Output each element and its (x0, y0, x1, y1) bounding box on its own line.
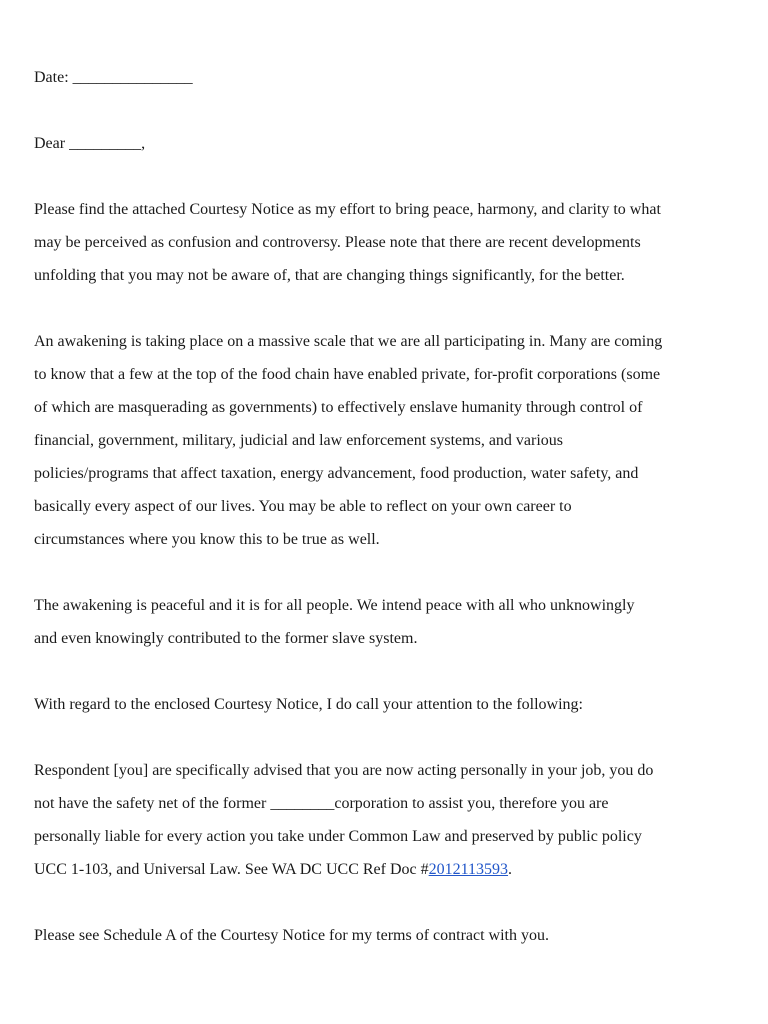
paragraph-line: unfolding that you may not be aware of, that are changing things significantly, for the better. (34, 267, 625, 284)
paragraph-peaceful (34, 589, 754, 655)
paragraph-line: financial, government, military, judicial and law enforcement systems, and various (34, 432, 564, 449)
greeting (34, 127, 754, 160)
ucc-doc-link[interactable]: 2012113593 (428, 861, 509, 878)
paragraph-line: Please find the attached Courtesy Notice as my effort to bring peace, harmony, and clarity to what (34, 201, 661, 218)
paragraph-courtesy-notice-intro (34, 193, 754, 292)
paragraph-line: Please see Schedule A of the Courtesy Notice for my terms of contract with you. (34, 927, 549, 944)
paragraph-line: policies/programs that affect taxation, energy advancement, food production, water safety, and (34, 465, 639, 482)
paragraph-line: Respondent [you] are specifically advised that you are now acting personally in your job, you do (34, 762, 654, 779)
ucc-reference-period: . (508, 861, 513, 878)
date-line (34, 61, 754, 94)
paragraph-line: may be perceived as confusion and controversy. Please note that there are recent developments (34, 234, 641, 251)
date-line-text: Date: _______________ (34, 69, 193, 86)
paragraph-line: An awakening is taking place on a massive scale that we are all participating in. Many are coming (34, 333, 663, 350)
paragraph-line: not have the safety net of the former ________corporation to assist you, therefore you are (34, 795, 609, 812)
paragraph-line: With regard to the enclosed Courtesy Notice, I do call your attention to the following: (34, 696, 583, 713)
paragraph-line: of which are masquerading as governments) to effectively enslave humanity through control of (34, 399, 643, 416)
paragraph-line: and even knowingly contributed to the former slave system. (34, 630, 418, 647)
paragraph-line: basically every aspect of our lives. You may be able to reflect on your own career to (34, 498, 572, 515)
ucc-reference-text: UCC 1-103, and Universal Law. See WA DC UCC Ref Doc # (34, 861, 429, 878)
letter-body (34, 61, 754, 985)
paragraph-line: personally liable for every action you take under Common Law and preserved by public policy (34, 828, 642, 845)
paragraph-attention (34, 688, 754, 721)
paragraph-line: circumstances where you know this to be true as well. (34, 531, 380, 548)
greeting-text: Dear _________, (34, 135, 146, 152)
paragraph-respondent (34, 754, 754, 886)
paragraph-awakening (34, 325, 754, 556)
paragraph-line-with-link (34, 853, 754, 886)
paragraph-line: The awakening is peaceful and it is for all people. We intend peace with all who unknowingly (34, 597, 635, 614)
paragraph-schedule-a (34, 919, 754, 952)
paragraph-line: to know that a few at the top of the food chain have enabled private, for-profit corporations (some (34, 366, 661, 383)
